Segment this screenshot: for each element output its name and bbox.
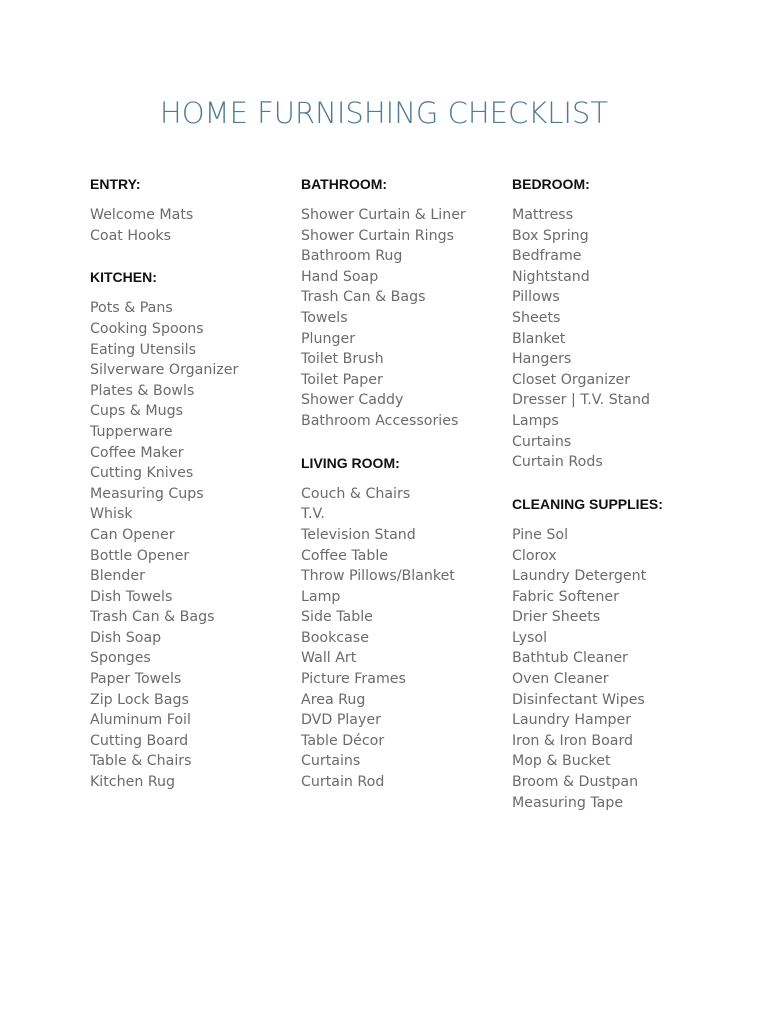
item-list	[90, 298, 290, 792]
checklist-item: Blender	[90, 568, 145, 585]
checklist-item: Plunger	[301, 330, 356, 347]
checklist-item: Picture Frames	[301, 671, 406, 688]
checklist-item: Cutting Board	[90, 732, 189, 749]
checklist-item: Paper Towels	[90, 671, 182, 688]
checklist-item: Silverware Organizer	[90, 362, 239, 379]
checklist-item: Nightstand	[512, 268, 590, 285]
checklist-item: Disinfectant Wipes	[512, 691, 645, 708]
section-heading: ENTRY:	[90, 176, 141, 192]
checklist-item: Toilet Brush	[301, 351, 384, 368]
section-heading: BATHROOM:	[301, 176, 388, 192]
checklist-item: Area Rug	[301, 691, 366, 708]
checklist-item: Fabric Softener	[512, 588, 619, 605]
checklist-item: Pillows	[512, 289, 560, 306]
checklist-item: Lamps	[512, 413, 559, 430]
checklist-item: Curtain Rod	[301, 774, 385, 791]
section-heading: CLEANING SUPPLIES:	[512, 495, 663, 512]
checklist-item: Welcome Mats	[90, 207, 194, 224]
checklist-item: DVD Player	[301, 712, 381, 729]
checklist-item: Shower Curtain Rings	[301, 227, 454, 244]
checklist-item: Hand Soap	[301, 268, 379, 285]
checklist-item: T.V.	[301, 506, 325, 523]
checklist-item: Mattress	[512, 207, 574, 224]
checklist-item: Sponges	[90, 650, 151, 667]
checklist-item: Shower Caddy	[301, 392, 404, 409]
checklist-item: Coffee Maker	[90, 444, 184, 461]
section-heading: LIVING ROOM:	[301, 454, 400, 471]
checklist-item: Lysol	[512, 629, 548, 646]
checklist-item: Couch & Chairs	[301, 485, 411, 502]
checklist-item: Hangers	[512, 351, 572, 368]
checklist-item: Side Table	[301, 609, 373, 626]
checklist-item: Trash Can & Bags	[301, 289, 426, 306]
page-title: HOME FURNISHING CHECKLIST	[159, 96, 609, 130]
section-kitchen	[90, 267, 290, 792]
checklist-item: Closet Organizer	[512, 371, 631, 388]
item-list	[512, 525, 732, 813]
checklist-item: Broom & Dustpan	[512, 774, 639, 791]
checklist-item: Bathroom Accessories	[301, 413, 459, 430]
section-bedroom	[512, 174, 732, 473]
section-heading: KITCHEN:	[90, 269, 157, 286]
checklist-item: Laundry Detergent	[512, 568, 647, 585]
checklist-item: Curtains	[512, 433, 572, 450]
checklist-item: Table & Chairs	[90, 753, 192, 770]
checklist-item: Plates & Bowls	[90, 382, 195, 399]
checklist-item: Can Opener	[90, 526, 175, 543]
item-list	[301, 484, 501, 793]
section-entry	[90, 174, 290, 246]
checklist-item: Box Spring	[512, 227, 589, 244]
checklist-item: Mop & Bucket	[512, 753, 611, 770]
checklist-item: Coffee Table	[301, 547, 389, 564]
checklist-item: Blanket	[512, 330, 566, 347]
checklist-item: Television Stand	[301, 526, 416, 543]
checklist-item: Measuring Cups	[90, 485, 204, 502]
item-list	[512, 205, 732, 473]
checklist-item: Tupperware	[90, 423, 173, 440]
checklist-item: Curtain Rods	[512, 454, 603, 471]
section-heading: BEDROOM:	[512, 176, 590, 192]
checklist-item: Drier Sheets	[512, 609, 601, 626]
checklist-item: Table Décor	[301, 732, 385, 749]
section-living-room	[301, 453, 501, 793]
checklist-item: Iron & Iron Board	[512, 732, 634, 749]
checklist-item: Shower Curtain & Liner	[301, 207, 466, 224]
checklist-item: Measuring Tape	[512, 794, 624, 811]
checklist-item: Bottle Opener	[90, 547, 190, 564]
checklist-item: Coat Hooks	[90, 227, 171, 244]
checklist-item: Lamp	[301, 588, 341, 605]
checklist-item: Throw Pillows/Blanket	[301, 568, 455, 585]
checklist-item: Cups & Mugs	[90, 403, 184, 420]
section-cleaning-supplies	[512, 494, 732, 813]
checklist-item: Kitchen Rug	[90, 774, 176, 791]
checklist-item: Clorox	[512, 547, 557, 564]
item-list	[90, 205, 290, 246]
column-3	[512, 174, 732, 834]
checklist-item: Zip Lock Bags	[90, 691, 189, 708]
checklist-item: Dish Soap	[90, 629, 162, 646]
checklist-item: Bookcase	[301, 629, 369, 646]
checklist-item: Cooking Spoons	[90, 320, 204, 337]
column-2	[301, 174, 501, 814]
column-1	[90, 174, 290, 814]
checklist-item: Trash Can & Bags	[90, 609, 215, 626]
checklist-item: Towels	[301, 310, 348, 327]
checklist-item: Sheets	[512, 310, 561, 327]
section-bathroom	[301, 174, 501, 432]
checklist-item: Toilet Paper	[301, 371, 383, 388]
checklist-item: Bathtub Cleaner	[512, 650, 628, 667]
checklist-item: Bedframe	[512, 248, 582, 265]
checklist-item: Eating Utensils	[90, 341, 197, 358]
checklist-item: Aluminum Foil	[90, 712, 191, 729]
checklist-item: Pots & Pans	[90, 300, 173, 317]
checklist-item: Wall Art	[301, 650, 357, 667]
checklist-item: Dish Towels	[90, 588, 173, 605]
checklist-item: Whisk	[90, 506, 133, 523]
checklist-item: Curtains	[301, 753, 361, 770]
checklist-item: Pine Sol	[512, 526, 569, 543]
checklist-item: Dresser | T.V. Stand	[512, 392, 650, 409]
checklist-item: Bathroom Rug	[301, 248, 403, 265]
checklist-item: Oven Cleaner	[512, 671, 609, 688]
item-list	[301, 205, 501, 432]
checklist-item: Laundry Hamper	[512, 712, 632, 729]
checklist-item: Cutting Knives	[90, 465, 194, 482]
